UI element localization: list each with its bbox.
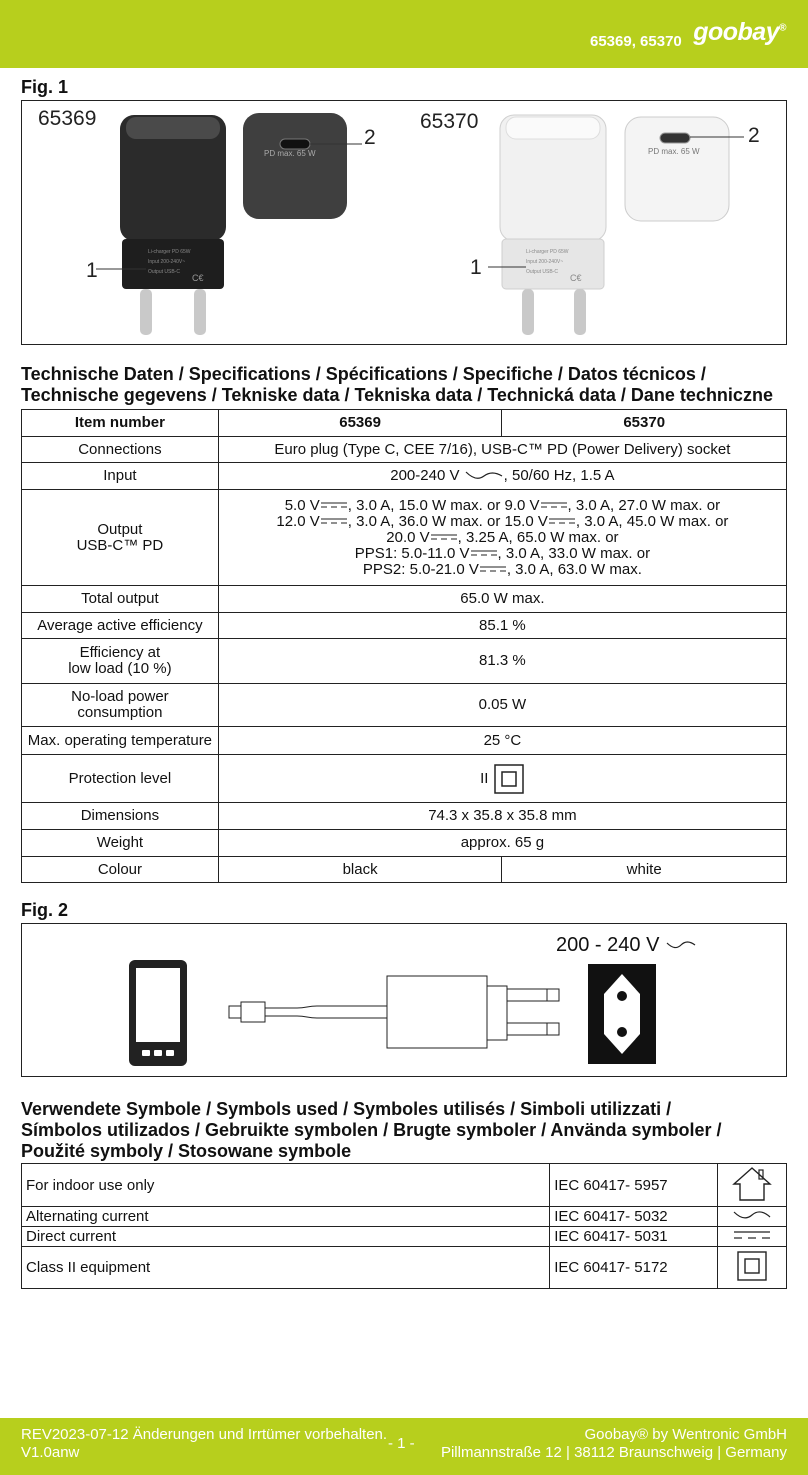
output-label-line2: USB-C™ PD	[76, 536, 164, 554]
header-item-numbers: 65369, 65370	[590, 33, 682, 50]
svg-text:C€: C€	[570, 273, 582, 283]
svg-text:Input 200-240V~: Input 200-240V~	[526, 259, 564, 265]
spec-value-col1: black	[218, 857, 502, 883]
fig1-item-right: 65370	[420, 110, 479, 133]
brand-registered-mark: ®	[779, 22, 786, 34]
spec-value: 25 °C	[218, 727, 786, 755]
spec-value	[218, 490, 786, 586]
specs-heading	[21, 364, 801, 406]
footer-company: Goobay® by Wentronic GmbH	[584, 1426, 787, 1443]
footer-left	[21, 1426, 387, 1462]
spec-row-dimensions	[22, 803, 787, 830]
black-socket-text: PD max. 65 W	[264, 149, 316, 158]
fig1-callout-2-left: 2	[364, 126, 376, 149]
svg-text:Li-charger PD 65W: Li-charger PD 65W	[148, 249, 191, 255]
symbol-row	[22, 1247, 787, 1289]
output-line1: 5.0 V , 3.0 A, 15.0 W max. or 9.0 V , 3.0 A, 27.0 W max. or	[284, 496, 721, 514]
spec-header-row	[22, 410, 787, 437]
footer-right	[441, 1426, 787, 1462]
spec-header-col2: 65370	[502, 410, 787, 437]
brand-name: goobay	[693, 18, 780, 46]
spec-row-protection	[22, 755, 787, 803]
footer-rev: REV2023-07-12 Änderungen und Irrtümer vorbehalten.	[21, 1426, 388, 1443]
svg-text:C€: C€	[192, 273, 204, 283]
symbol-standard: IEC 60417- 5031	[550, 1227, 718, 1247]
symbols-heading-line3: Použité symboly / Stosowane symbole	[21, 1141, 352, 1161]
smartphone-icon	[126, 958, 190, 1068]
fig1-callout-1-right: 1	[470, 256, 482, 279]
symbol-label: Class II equipment	[22, 1247, 550, 1289]
output-line3: 20.0 V , 3.25 A, 65.0 W max. or	[386, 528, 619, 546]
spec-row-weight	[22, 830, 787, 857]
dc-icon	[470, 548, 498, 558]
footer-version: V1.0anw	[21, 1444, 80, 1461]
fig1-callout-2-right: 2	[748, 124, 760, 147]
symbol-label: Direct current	[22, 1227, 550, 1247]
symbols-heading-line1: Verwendete Symbole / Symbols used / Symboles utilisés / Simboli utilizzati /	[21, 1099, 672, 1119]
ac-icon	[730, 1208, 774, 1222]
ac-icon	[665, 937, 697, 951]
symbol-standard: IEC 60417- 5032	[550, 1207, 718, 1227]
spec-label: Colour	[22, 857, 219, 883]
svg-text:Input 200-240V~: Input 200-240V~	[148, 259, 186, 265]
spec-row-colour	[22, 857, 787, 883]
svg-text:Output USB-C: Output USB-C	[148, 269, 180, 275]
dc-icon	[320, 516, 348, 526]
dc-icon	[540, 500, 568, 510]
charger-cable-diagram	[227, 972, 567, 1052]
spec-header-label: Item number	[22, 410, 219, 437]
spec-value	[218, 463, 786, 490]
symbol-standard: IEC 60417- 5957	[550, 1164, 718, 1207]
header-bar	[0, 0, 808, 68]
spec-label: No-load power consumption	[22, 684, 219, 727]
class-ii-icon	[735, 1249, 769, 1283]
spec-value: Euro plug (Type C, CEE 7/16), USB-C™ PD (Power Delivery) socket	[218, 437, 786, 463]
ac-icon	[464, 468, 504, 480]
spec-label: Connections	[22, 437, 219, 463]
output-line2: 12.0 V , 3.0 A, 36.0 W max. or 15.0 V , 3.0 A, 45.0 W max. or	[276, 512, 729, 530]
fig1-box	[21, 100, 787, 345]
spec-value: 81.3 %	[218, 639, 786, 684]
spec-label: Weight	[22, 830, 219, 857]
footer-bar	[0, 1418, 808, 1475]
spec-label: Protection level	[22, 755, 219, 803]
spec-label	[22, 490, 219, 586]
white-charger-image	[466, 111, 616, 343]
spec-row-total-output	[22, 586, 787, 613]
symbols-heading-line2: Símbolos utilizados / Gebruikte symbolen / Brugte symboler / Använda symboler /	[21, 1120, 722, 1140]
spec-label: Input	[22, 463, 219, 490]
dc-icon	[548, 516, 576, 526]
svg-text:Output USB-C: Output USB-C	[526, 269, 558, 275]
protection-value: II	[480, 769, 489, 787]
svg-text:Li-charger PD 65W: Li-charger PD 65W	[526, 249, 569, 255]
fig1-item-left: 65369	[38, 107, 97, 130]
spec-value: 65.0 W max.	[218, 586, 786, 613]
spec-header-col1: 65369	[218, 410, 502, 437]
fig2-box	[21, 923, 787, 1077]
spec-value: approx. 65 g	[218, 830, 786, 857]
fig2-label: Fig. 2	[21, 900, 69, 920]
class-ii-icon	[493, 763, 525, 795]
dc-icon	[479, 564, 507, 574]
fig1-label: Fig. 1	[21, 77, 69, 97]
output-label-line1: Output	[97, 520, 143, 538]
dc-icon	[430, 532, 458, 542]
spec-row-input	[22, 463, 787, 490]
symbol-row	[22, 1227, 787, 1247]
spec-label: Total output	[22, 586, 219, 613]
spec-label: Average active efficiency	[22, 613, 219, 639]
spec-row-avg-efficiency	[22, 613, 787, 639]
footer-address: Pillmannstraße 12 | 38112 Braunschweig | Germany	[440, 1444, 787, 1461]
output-line4: PPS1: 5.0-11.0 V , 3.0 A, 33.0 W max. or	[354, 544, 651, 562]
dc-icon	[730, 1228, 774, 1242]
symbols-table	[21, 1163, 787, 1289]
spec-row-low-load	[22, 639, 787, 684]
symbols-heading	[21, 1099, 801, 1162]
euro-socket-icon	[586, 962, 658, 1066]
symbol-standard: IEC 60417- 5172	[550, 1247, 718, 1289]
spec-label: Dimensions	[22, 803, 219, 830]
specs-heading-line1: Technische Daten / Specifications / Spécifications / Specifiche / Datos técnicos /	[21, 364, 706, 384]
symbol-label: For indoor use only	[22, 1164, 550, 1207]
spec-row-max-temp	[22, 727, 787, 755]
fig1-callout-1-left: 1	[86, 259, 98, 282]
brand-logo	[693, 18, 786, 47]
spec-row-output	[22, 490, 787, 586]
symbol-row	[22, 1164, 787, 1207]
output-line5: PPS2: 5.0-21.0 V , 3.0 A, 63.0 W max.	[362, 560, 642, 578]
spec-value-col2: white	[502, 857, 787, 883]
spec-label: Max. operating temperature	[22, 727, 219, 755]
house-icon	[730, 1164, 774, 1202]
spec-value: 74.3 x 35.8 x 35.8 mm	[218, 803, 786, 830]
symbol-row	[22, 1207, 787, 1227]
spec-label: Efficiency at low load (10 %)	[22, 639, 219, 684]
spec-value	[218, 755, 786, 803]
spec-value: 0.05 W	[218, 684, 786, 727]
white-socket-text: PD max. 65 W	[648, 147, 700, 156]
spec-row-no-load	[22, 684, 787, 727]
spec-row-connections	[22, 437, 787, 463]
dc-icon	[320, 500, 348, 510]
footer-page-number: - 1 -	[388, 1435, 415, 1452]
spec-table	[21, 409, 787, 883]
spec-value: 85.1 %	[218, 613, 786, 639]
fig2-voltage: 200 - 240 V	[556, 934, 697, 957]
black-charger-image	[82, 111, 232, 343]
symbol-label: Alternating current	[22, 1207, 550, 1227]
specs-heading-line2: Technische gegevens / Tekniske data / Tekniska data / Technická data / Dane techniczne	[21, 385, 773, 405]
input-frequency: , 50/60 Hz, 1.5 A	[503, 467, 615, 484]
input-voltage: 200-240 V	[390, 467, 460, 484]
